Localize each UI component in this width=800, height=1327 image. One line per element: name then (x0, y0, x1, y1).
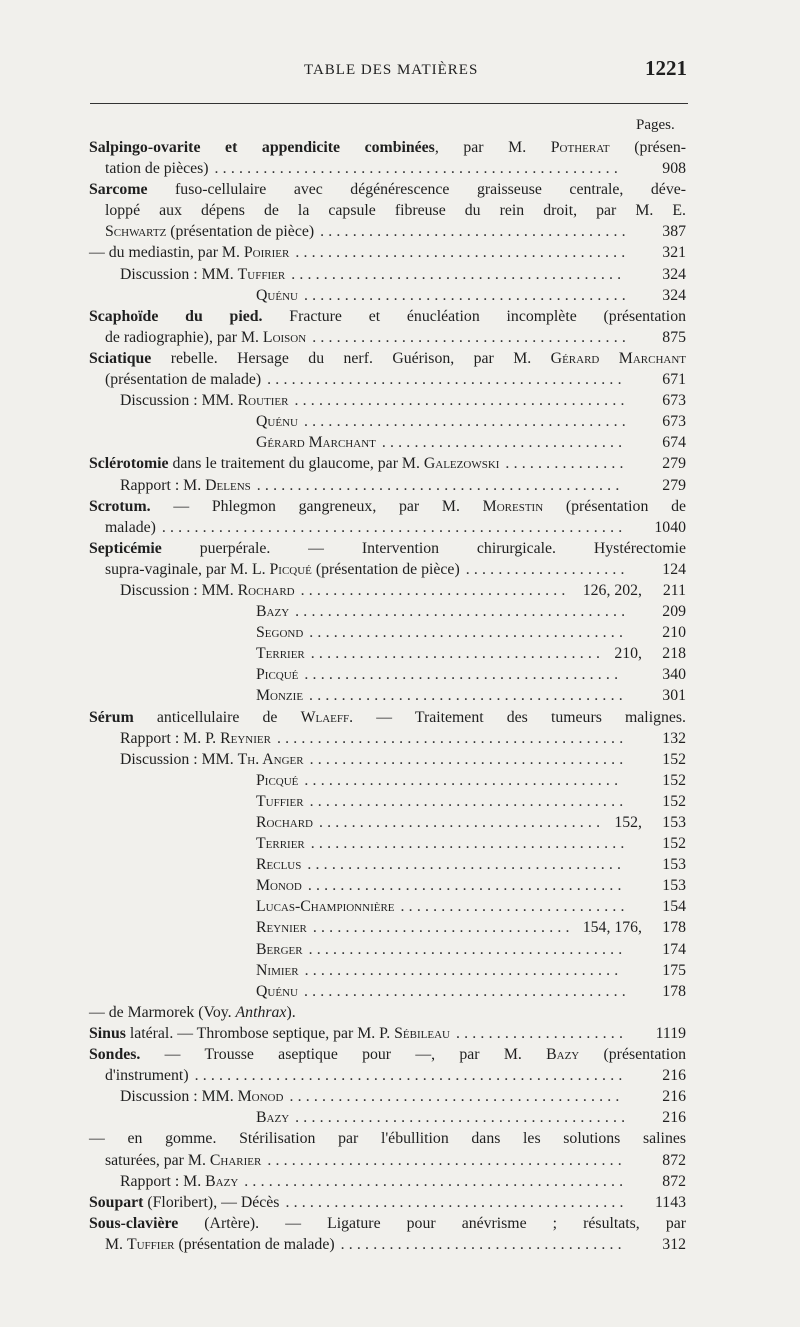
author-name: Tuffier (237, 265, 286, 283)
entry-text (256, 432, 376, 453)
entry-fragment: Discussion : MM. (120, 750, 238, 768)
page-reference-extra: 210, (614, 645, 642, 663)
page-reference: 673 (662, 392, 686, 410)
dot-leader: ............... (505, 455, 628, 473)
author-name: Delens (205, 476, 251, 494)
dot-leader: ....................................... (309, 687, 627, 705)
entry-fragment: (présentation de (543, 497, 686, 515)
header-rule (90, 103, 688, 104)
author-name: Segond (256, 624, 304, 642)
page-reference: 153 (662, 814, 686, 831)
author-name: Reynier (256, 919, 307, 937)
index-line (89, 1150, 686, 1171)
dot-leader: ....................................... (304, 771, 623, 789)
entry-fragment: ). (286, 1003, 296, 1021)
page-reference: 154 (662, 898, 686, 916)
page-reference: 124 (662, 560, 686, 578)
dot-leader: ....................................... (309, 624, 628, 642)
page-reference: 671 (662, 371, 686, 389)
index-line (89, 770, 686, 791)
page-reference: 153 (662, 856, 686, 874)
index-line (89, 137, 686, 158)
index-line (89, 179, 686, 200)
entry-fragment: Discussion : MM. (120, 392, 238, 410)
entry-text (89, 1192, 279, 1213)
index-line (89, 306, 686, 327)
entry-fragment: Fracture et énucléation incomplète (présentation (262, 307, 686, 325)
entry-fragment: M. (105, 1235, 127, 1253)
dot-leader: ......................................... (295, 603, 630, 621)
entry-fragment: rebelle. Hersage du nerf. Guérison, par M. (151, 349, 551, 367)
index-line (89, 1023, 686, 1044)
entry-fragment: — de Marmorek (Voy. (89, 1003, 236, 1021)
entry-text (256, 411, 298, 432)
page-reference: 174 (662, 940, 686, 958)
entry-fragment: , par M. (434, 139, 551, 156)
index-line (89, 685, 686, 706)
dot-leader: ........................................... (276, 729, 628, 747)
entry-fragment: — en gomme. Stérilisation par l'ébullition dans les solutions salines (89, 1130, 686, 1148)
entry-text (120, 390, 289, 411)
entry-fragment: (présentation de malade) (105, 371, 262, 389)
dot-leader: ....................................... (309, 750, 628, 768)
author-name: Gérard Marchant (256, 434, 376, 452)
author-name: Bazy (256, 1109, 290, 1127)
index-line (89, 242, 686, 263)
entry-fragment: fuso-cellulaire avec dégénérescence graisseuse centrale, déve- (147, 181, 686, 199)
entry-fragment: dans le traitement du glaucome, par M. (168, 455, 424, 473)
index-line (89, 1234, 686, 1255)
page-reference: 908 (662, 160, 686, 178)
entry-text (105, 517, 156, 538)
author-name: Nimier (256, 961, 299, 979)
page-reference: 132 (662, 729, 686, 747)
index-line (89, 1002, 686, 1023)
index-line (89, 833, 686, 854)
page-reference-extra: 152, (614, 814, 642, 831)
entry-fragment: Anthrax (235, 1003, 287, 1021)
entry-heading: Soupart (89, 1193, 144, 1211)
index-line (89, 1192, 686, 1213)
dot-leader: ....................................... (308, 940, 627, 958)
author-name: Rochard (237, 581, 295, 599)
author-name: Picqué (256, 771, 299, 789)
entry-heading: Scaphoïde du pied. (89, 307, 263, 325)
index-line (89, 1171, 686, 1192)
entry-fragment: (Artère). — Ligature pour anévrisme ; résultats, par (178, 1214, 686, 1232)
entry-text (120, 580, 295, 601)
page-reference: 279 (662, 455, 686, 473)
page-reference: 178 (662, 982, 686, 1000)
entry-fragment: . — Traitement des tumeurs malignes. (349, 708, 686, 726)
page-reference: 321 (662, 244, 686, 262)
entry-fragment: (présentation de pièce) (311, 560, 460, 578)
entry-text (89, 179, 686, 200)
page-reference: 340 (662, 666, 686, 684)
index-line (89, 643, 686, 664)
entry-text (89, 1213, 686, 1234)
entry-text (256, 1107, 289, 1128)
entry-text (89, 1044, 686, 1065)
entry-text (105, 1234, 335, 1255)
index-line (89, 1107, 686, 1128)
entry-text (89, 1128, 686, 1149)
page-reference: 216 (662, 1109, 686, 1127)
author-name: Picqué (269, 560, 312, 578)
entry-fragment: — Phlegmon gangreneux, par M. (150, 497, 483, 515)
entry-text (256, 664, 298, 685)
dot-leader: ......................................... (295, 1109, 630, 1127)
entry-fragment: Discussion : MM. (120, 265, 238, 283)
dot-leader: ......................................... (289, 1088, 624, 1106)
index-line (89, 664, 686, 685)
dot-leader: .................................... (310, 645, 605, 663)
entry-text (89, 242, 289, 263)
page-reference: 175 (662, 961, 686, 979)
page-reference: 872 (662, 1172, 686, 1190)
page-reference: 872 (662, 1151, 686, 1169)
index-line (89, 496, 686, 517)
entry-heading: Salpingo-ovarite et appendicite combinées (89, 139, 435, 156)
index-line (89, 728, 686, 749)
dot-leader: ................................... (319, 814, 605, 831)
header-page-number: 1221 (645, 56, 687, 80)
index-line (89, 1086, 686, 1107)
entry-text (256, 854, 301, 875)
index-line (89, 601, 686, 622)
entry-heading: Sclérotomie (89, 455, 169, 473)
index-line (89, 875, 686, 896)
entry-fragment: (présentation de pièce) (166, 223, 315, 241)
entry-text (89, 453, 499, 474)
entry-fragment: puerpérale. — Intervention chirurgicale. Hystérectomie (161, 539, 686, 557)
author-name: Monod (256, 877, 302, 895)
author-name: Monod (237, 1088, 284, 1106)
author-name: Gérard Marchant (550, 349, 686, 367)
entry-fragment: — Trousse aseptique pour —, par M. (140, 1046, 547, 1064)
entry-text (256, 875, 302, 896)
author-name: Bazy (546, 1046, 580, 1064)
page-reference: 301 (662, 687, 686, 705)
entry-text (89, 1002, 296, 1023)
page-reference: 875 (662, 328, 686, 346)
page-reference: 152 (662, 792, 686, 810)
author-name: Th. Anger (237, 750, 304, 768)
author-name: Rochard (256, 814, 313, 831)
author-name: Tuffier (256, 792, 304, 810)
index-line (89, 791, 686, 812)
entry-fragment: Discussion : MM. (120, 581, 238, 599)
index-line (89, 158, 686, 179)
page-reference: 216 (662, 1067, 686, 1085)
entry-fragment: (présentation de malade) (174, 1235, 335, 1253)
entry-text (120, 1086, 283, 1107)
entry-fragment: (Floribert), — Décès (143, 1193, 280, 1211)
index-line (89, 538, 686, 559)
index-line (89, 348, 686, 369)
page-reference: 279 (662, 476, 686, 494)
entry-text (105, 1150, 261, 1171)
entry-fragment: tation de pièces) (105, 160, 209, 178)
entry-text (256, 917, 307, 938)
author-name: Bazy (256, 603, 290, 621)
entry-fragment: anticellulaire de (133, 708, 301, 726)
dot-leader: ........................................ (303, 413, 630, 431)
dot-leader: ................................. (300, 581, 570, 599)
entry-heading: Septicémie (89, 539, 162, 557)
author-name: Tuffier (126, 1235, 175, 1253)
page-reference: 211 (662, 581, 686, 599)
dot-leader: ........................................ (303, 286, 630, 304)
index-line (89, 917, 686, 938)
dot-leader: ......................................................... (161, 518, 627, 536)
entry-fragment: loppé aux dépens de la capsule fibreuse du rein droit, par M. E. (105, 202, 686, 220)
dot-leader: ...................................... (320, 223, 630, 241)
entry-text (256, 981, 298, 1002)
index-line (89, 475, 686, 496)
entry-heading: Sondes. (89, 1046, 141, 1064)
page-reference: 673 (662, 413, 686, 431)
index-line (89, 854, 686, 875)
entry-fragment: latéral. — Thrombose septique, par M. P. (125, 1024, 395, 1042)
page-reference: 1143 (654, 1193, 686, 1211)
entry-fragment: d'instrument) (105, 1067, 189, 1085)
index-line (89, 411, 686, 432)
entry-heading: Sérum (89, 708, 134, 726)
dot-leader: ......................................... (295, 244, 630, 262)
page-reference: 324 (662, 265, 686, 283)
index-entries (89, 137, 686, 1255)
page-reference: 178 (662, 919, 686, 937)
entry-text (105, 200, 686, 221)
author-name: Quénu (256, 413, 298, 431)
entry-text (89, 306, 686, 327)
index-line (89, 981, 686, 1002)
entry-text (89, 1023, 450, 1044)
index-line (89, 1044, 686, 1065)
entry-text (256, 896, 395, 917)
index-line (89, 939, 686, 960)
author-name: Schwartz (105, 223, 167, 241)
entry-fragment: supra-vaginale, par M. L. (105, 560, 270, 578)
running-header (0, 56, 800, 92)
index-line (89, 517, 686, 538)
author-name: Picqué (256, 666, 299, 684)
page-reference: 1119 (655, 1024, 686, 1042)
dot-leader: ....................................... (312, 328, 631, 346)
author-name: Quénu (256, 286, 298, 304)
author-name: Potherat (550, 139, 610, 156)
author-name: Lucas-Championnière (256, 898, 395, 916)
index-line (89, 453, 686, 474)
index-line (89, 221, 686, 242)
entry-text (105, 221, 314, 242)
author-name: Bazy (205, 1172, 239, 1190)
entry-text (256, 770, 298, 791)
dot-leader: .......................................... (285, 1193, 628, 1211)
index-line (89, 285, 686, 306)
entry-text (89, 707, 686, 728)
entry-text (120, 728, 271, 749)
entry-fragment: Rapport : M. (120, 1172, 206, 1190)
index-line (89, 707, 686, 728)
entry-text (256, 960, 299, 981)
dot-leader: ................................ (312, 919, 574, 937)
entry-text (256, 643, 305, 664)
entry-text (89, 496, 686, 517)
author-name: Terrier (256, 645, 305, 663)
dot-leader: ....................................... (309, 792, 628, 810)
dot-leader: ........................................ (303, 982, 630, 1000)
index-line (89, 200, 686, 221)
page-reference: 152 (662, 771, 686, 789)
dot-leader: ......................................... (291, 265, 626, 283)
entry-text (120, 749, 304, 770)
entry-text (89, 137, 686, 158)
dot-leader: ......................................... (294, 392, 629, 410)
entry-fragment: (présen- (609, 139, 687, 156)
dot-leader: ....................................... (307, 856, 626, 874)
page-reference: 152 (662, 835, 686, 853)
entry-text (105, 158, 209, 179)
entry-text (120, 1171, 238, 1192)
page-reference: 312 (662, 1235, 686, 1253)
dot-leader: ............................................. (256, 476, 624, 494)
dot-leader: .............................. (381, 434, 627, 452)
author-name: Reclus (256, 856, 302, 874)
entry-fragment: (présentation (579, 1046, 686, 1064)
dot-leader: .................... (465, 560, 629, 578)
page-reference: 216 (662, 1088, 686, 1106)
page-reference: 218 (662, 645, 686, 663)
dot-leader: ............................ (400, 898, 629, 916)
entry-text (256, 285, 298, 306)
entry-text (256, 812, 313, 833)
entry-text (256, 791, 304, 812)
page-reference: 209 (662, 603, 686, 621)
index-line (89, 580, 686, 601)
author-name: Poirier (243, 244, 290, 262)
dot-leader: ............................................ (267, 371, 626, 389)
entry-fragment: saturées, par M. (105, 1151, 210, 1169)
index-line (89, 749, 686, 770)
entry-text (105, 1065, 189, 1086)
author-name: Terrier (256, 835, 305, 853)
author-name: Morestin (482, 497, 544, 515)
author-name: Loison (262, 328, 307, 346)
page-reference-extra: 126, 202, (582, 581, 642, 599)
dot-leader: ..................................................... (194, 1067, 627, 1085)
entry-text (89, 348, 686, 369)
pages-column-label: Pages. (636, 117, 675, 133)
entry-heading: Scrotum. (89, 497, 151, 515)
author-name: Reynier (220, 729, 271, 747)
author-name: Berger (256, 940, 303, 958)
page-reference: 324 (662, 286, 686, 304)
dot-leader: ............................................... (244, 1172, 628, 1190)
entry-fragment: Discussion : MM. (120, 1088, 238, 1106)
entry-text (120, 264, 285, 285)
entry-fragment: malade) (105, 518, 156, 536)
dot-leader: ..................... (455, 1024, 628, 1042)
entry-text (120, 475, 251, 496)
index-line (89, 1213, 686, 1234)
entry-text (256, 939, 303, 960)
dot-leader: .................................................. (214, 160, 622, 178)
page-reference-extra: 154, 176, (582, 919, 642, 937)
dot-leader: ............................................ (267, 1151, 626, 1169)
entry-heading: Sinus (89, 1024, 126, 1042)
index-line (89, 622, 686, 643)
page-reference: 1040 (654, 518, 686, 536)
index-line (89, 960, 686, 981)
dot-leader: ....................................... (304, 666, 623, 684)
entry-fragment: Rapport : M. (120, 476, 206, 494)
index-line (89, 559, 686, 580)
index-line (89, 1128, 686, 1149)
author-name: Galezowski (423, 455, 500, 473)
entry-heading: Sarcome (89, 181, 148, 199)
entry-text (105, 369, 261, 390)
entry-text (256, 601, 289, 622)
entry-text (105, 559, 460, 580)
page-reference: 153 (662, 877, 686, 895)
entry-fragment: de radiographie), par M. (105, 328, 263, 346)
dot-leader: ....................................... (310, 835, 629, 853)
index-line (89, 812, 686, 833)
author-name: Monzie (256, 687, 304, 705)
author-name: Wlaeff (300, 708, 350, 726)
author-name: Charier (209, 1151, 262, 1169)
index-line (89, 896, 686, 917)
entry-heading: Sciatique (89, 349, 152, 367)
index-line (89, 390, 686, 411)
entry-text (256, 622, 303, 643)
header-title: TABLE DES MATIÈRES (304, 62, 479, 78)
author-name: Routier (237, 392, 289, 410)
entry-heading: Sous-clavière (89, 1214, 179, 1232)
dot-leader: ................................... (340, 1235, 626, 1253)
index-line (89, 369, 686, 390)
author-name: Quénu (256, 982, 298, 1000)
author-name: Sébileau (394, 1024, 450, 1042)
entry-text (89, 538, 686, 559)
page-reference: 210 (662, 624, 686, 642)
entry-fragment: — du mediastin, par M. (89, 244, 244, 262)
index-line (89, 264, 686, 285)
page-reference: 152 (662, 750, 686, 768)
entry-text (256, 685, 303, 706)
index-line (89, 327, 686, 348)
index-line (89, 432, 686, 453)
index-line (89, 1065, 686, 1086)
entry-fragment: Rapport : M. P. (120, 729, 221, 747)
page-reference: 387 (662, 223, 686, 241)
entry-text (256, 833, 305, 854)
entry-text (105, 327, 306, 348)
page-reference: 674 (662, 434, 686, 452)
dot-leader: ....................................... (304, 961, 623, 979)
dot-leader: ....................................... (307, 877, 626, 895)
